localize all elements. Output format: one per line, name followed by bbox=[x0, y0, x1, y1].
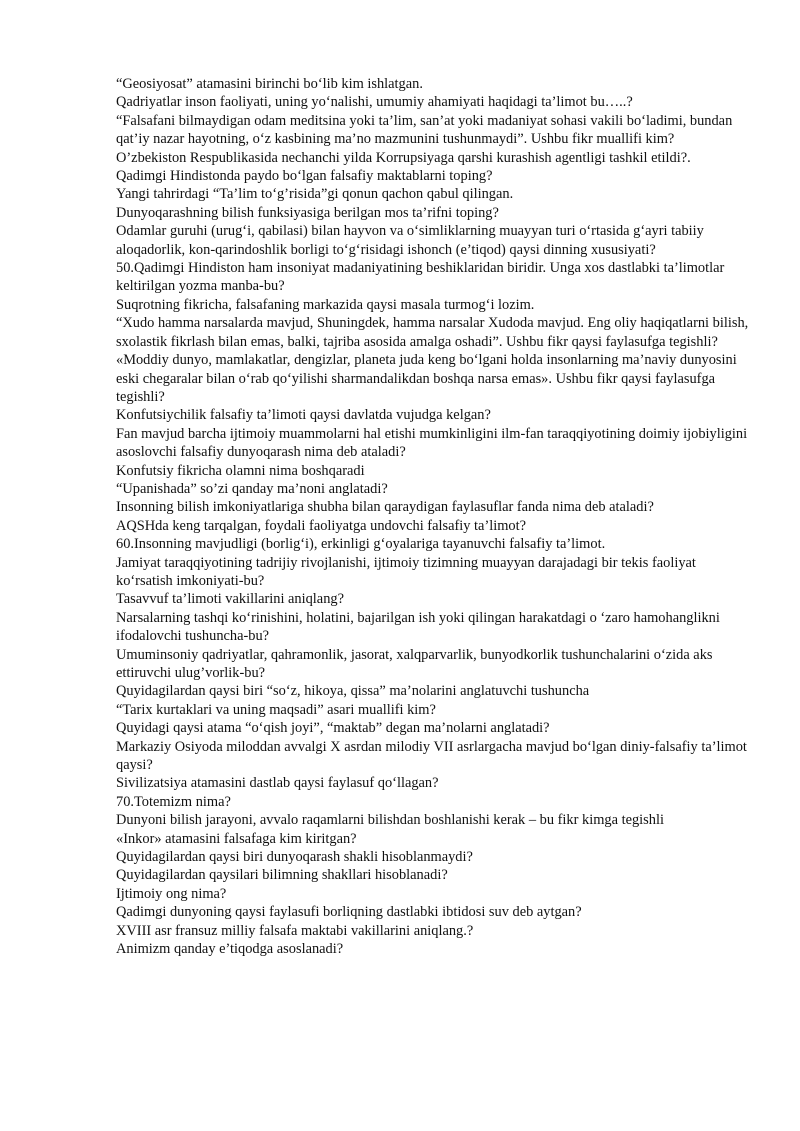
question-line: Konfutsiy fikricha olamni nima boshqaradi bbox=[116, 462, 365, 479]
question-line: 50.Qadimgi Hindiston ham insoniyat madaniyatining beshiklaridan biridir. Unga xos dastlabki ta’limotlar keltirilgan yozma manba-bu? bbox=[116, 260, 725, 295]
question-line: Quyidagilardan qaysi biri “so‘z, hikoya, qissa” ma’nolarini anglatuvchi tushuncha bbox=[116, 683, 590, 700]
question-list bbox=[116, 75, 750, 959]
question-line: 70.Totemizm nima? bbox=[116, 793, 231, 810]
question-line: Qadriyatlar inson faoliyati, uning yo‘nalishi, umumiy ahamiyati haqidagi ta’limot bu…..? bbox=[116, 94, 633, 111]
question-line: Qadimgi dunyoning qaysi faylasufi borliqning dastlabki ibtidosi suv deb aytgan? bbox=[116, 904, 582, 921]
question-line: AQSHda keng tarqalgan, foydali faoliyatga undovchi falsafiy ta’limot? bbox=[116, 517, 527, 534]
question-line: “Geosiyosat” atamasini birinchi bo‘lib kim ishlatgan. bbox=[116, 76, 423, 92]
question-line: Insonning bilish imkoniyatlariga shubha bilan qaraydigan faylasuflar fanda nima deb ataladi? bbox=[116, 499, 654, 516]
question-line: Quyidagilardan qaysilari bilimning shakllari hisoblanadi? bbox=[116, 867, 448, 884]
question-line: XVIII asr fransuz milliy falsafa maktabi vakillarini aniqlang.? bbox=[116, 922, 474, 939]
question-line: Quyidagi qaysi atama “o‘qish joyi”, “maktab” degan ma’nolarni anglatadi? bbox=[116, 720, 550, 737]
question-line: Sivilizatsiya atamasini dastlab qaysi faylasuf qo‘llagan? bbox=[116, 775, 439, 792]
question-line: Umuminsoniy qadriyatlar, qahramonlik, jasorat, xalqparvarlik, bunyodkorlik tushunchalarini o‘zida aks ettiruvchi ulug’vorlik-bu? bbox=[116, 646, 713, 681]
question-line: “Upanishada” so’zi qanday ma’noni anglatadi? bbox=[116, 480, 388, 497]
question-line: “Tarix kurtaklari va uning maqsadi” asari muallifi kim? bbox=[116, 701, 436, 718]
question-line: Dunyoni bilish jarayoni, avvalo raqamlarni bilishdan boshlanishi kerak – bu fikr kimga tegishli bbox=[116, 812, 664, 829]
question-line: Fan mavjud barcha ijtimoiy muammolarni hal etishi mumkinligini ilm-fan taraqqiyotining doimiy ijobiyligini asoslovchi falsafiy dunyoqarash nima deb ataladi? bbox=[116, 425, 748, 461]
question-line: «Inkor» atamasini falsafaga kim kiritgan? bbox=[116, 830, 357, 847]
question-line: Qadimgi Hindistonda paydo bo‘lgan falsafiy maktablarni toping? bbox=[116, 168, 493, 185]
question-line: Odamlar guruhi (urug‘i, qabilasi) bilan hayvon va o‘simliklarning muayyan turi o‘rtasida g‘ayri tabiiy aloqadorlik, kon-qarindoshlik borligi to‘g‘risidagi ishonch (e’tiqod) qaysi dinning xususiyati? bbox=[116, 223, 704, 258]
question-line: Jamiyat taraqqiyotining tadrijiy rivojlanishi, ijtimoiy tizimning muayyan darajadagi bir tekis faoliyat ko‘rsatish imkoniyati-bu? bbox=[116, 554, 696, 589]
question-line: Animizm qanday e’tiqodga asoslanadi? bbox=[116, 941, 344, 958]
question-line: Yangi tahrirdagi “Ta’lim to‘g’risida”gi qonun qachon qabul qilingan. bbox=[116, 186, 514, 203]
question-line: O’zbekiston Respublikasida nechanchi yilda Korrupsiyaga qarshi kurashish agentligi tashkil etildi?. bbox=[116, 149, 691, 166]
question-line: Ijtimoiy ong nima? bbox=[116, 885, 227, 902]
question-line: “Xudo hamma narsalarda mavjud, Shuningdek, hamma narsalar Xudoda mavjud. Eng oliy haqiqatlarni bilish, sxolastik fikrlash bilan emas, balki, tajriba asosida amalga oshadi”. Ushbu fikr qaysi faylasufga tegishli? bbox=[116, 315, 749, 350]
question-line: Quyidagilardan qaysi biri dunyoqarash shakli hisoblanmaydi? bbox=[116, 849, 473, 866]
question-line: “Falsafani bilmaydigan odam meditsina yoki ta’lim, san’at yoki madaniyat sohasi vakili bo‘ladimi, bundan qat’iy nazar hayotning, o‘z kasbining ma’no mazmunini tushunmaydi”. Ushbu fikr muallifi kim? bbox=[116, 112, 733, 148]
question-line: Tasavvuf ta’limoti vakillarini aniqlang? bbox=[116, 591, 344, 608]
question-line: Konfutsiychilik falsafiy ta’limoti qaysi davlatda vujudga kelgan? bbox=[116, 407, 491, 424]
question-line: Narsalarning tashqi ko‘rinishini, holatini, bajarilgan ish yoki qilingan harakatdagi o ‘zaro hamohanglikni ifodalovchi tushuncha-bu? bbox=[116, 609, 720, 645]
question-line: Dunyoqarashning bilish funksiyasiga berilgan mos ta’rifni toping? bbox=[116, 204, 499, 221]
question-line: Suqrotning fikricha, falsafaning markazida qaysi masala turmog‘i lozim. bbox=[116, 296, 535, 313]
question-line: «Moddiy dunyo, mamlakatlar, dengizlar, planeta juda keng bo‘lgani holda insonlarning ma’naviy dunyosini eski chegaralar bilan o‘rab qo‘yilishi sharmandalikdan boshqa narsa emas». Ushbu fikr qaysi faylasufga tegishli? bbox=[116, 352, 737, 405]
question-line: 60.Insonning mavjudligi (borlig‘i), erkinligi g‘oyalariga tayanuvchi falsafiy ta’limot. bbox=[116, 536, 606, 553]
question-line: Markaziy Osiyoda miloddan avvalgi X asrdan milodiy VII asrlargacha mavjud bo‘lgan diniy-falsafiy ta’limot qaysi? bbox=[116, 738, 747, 774]
